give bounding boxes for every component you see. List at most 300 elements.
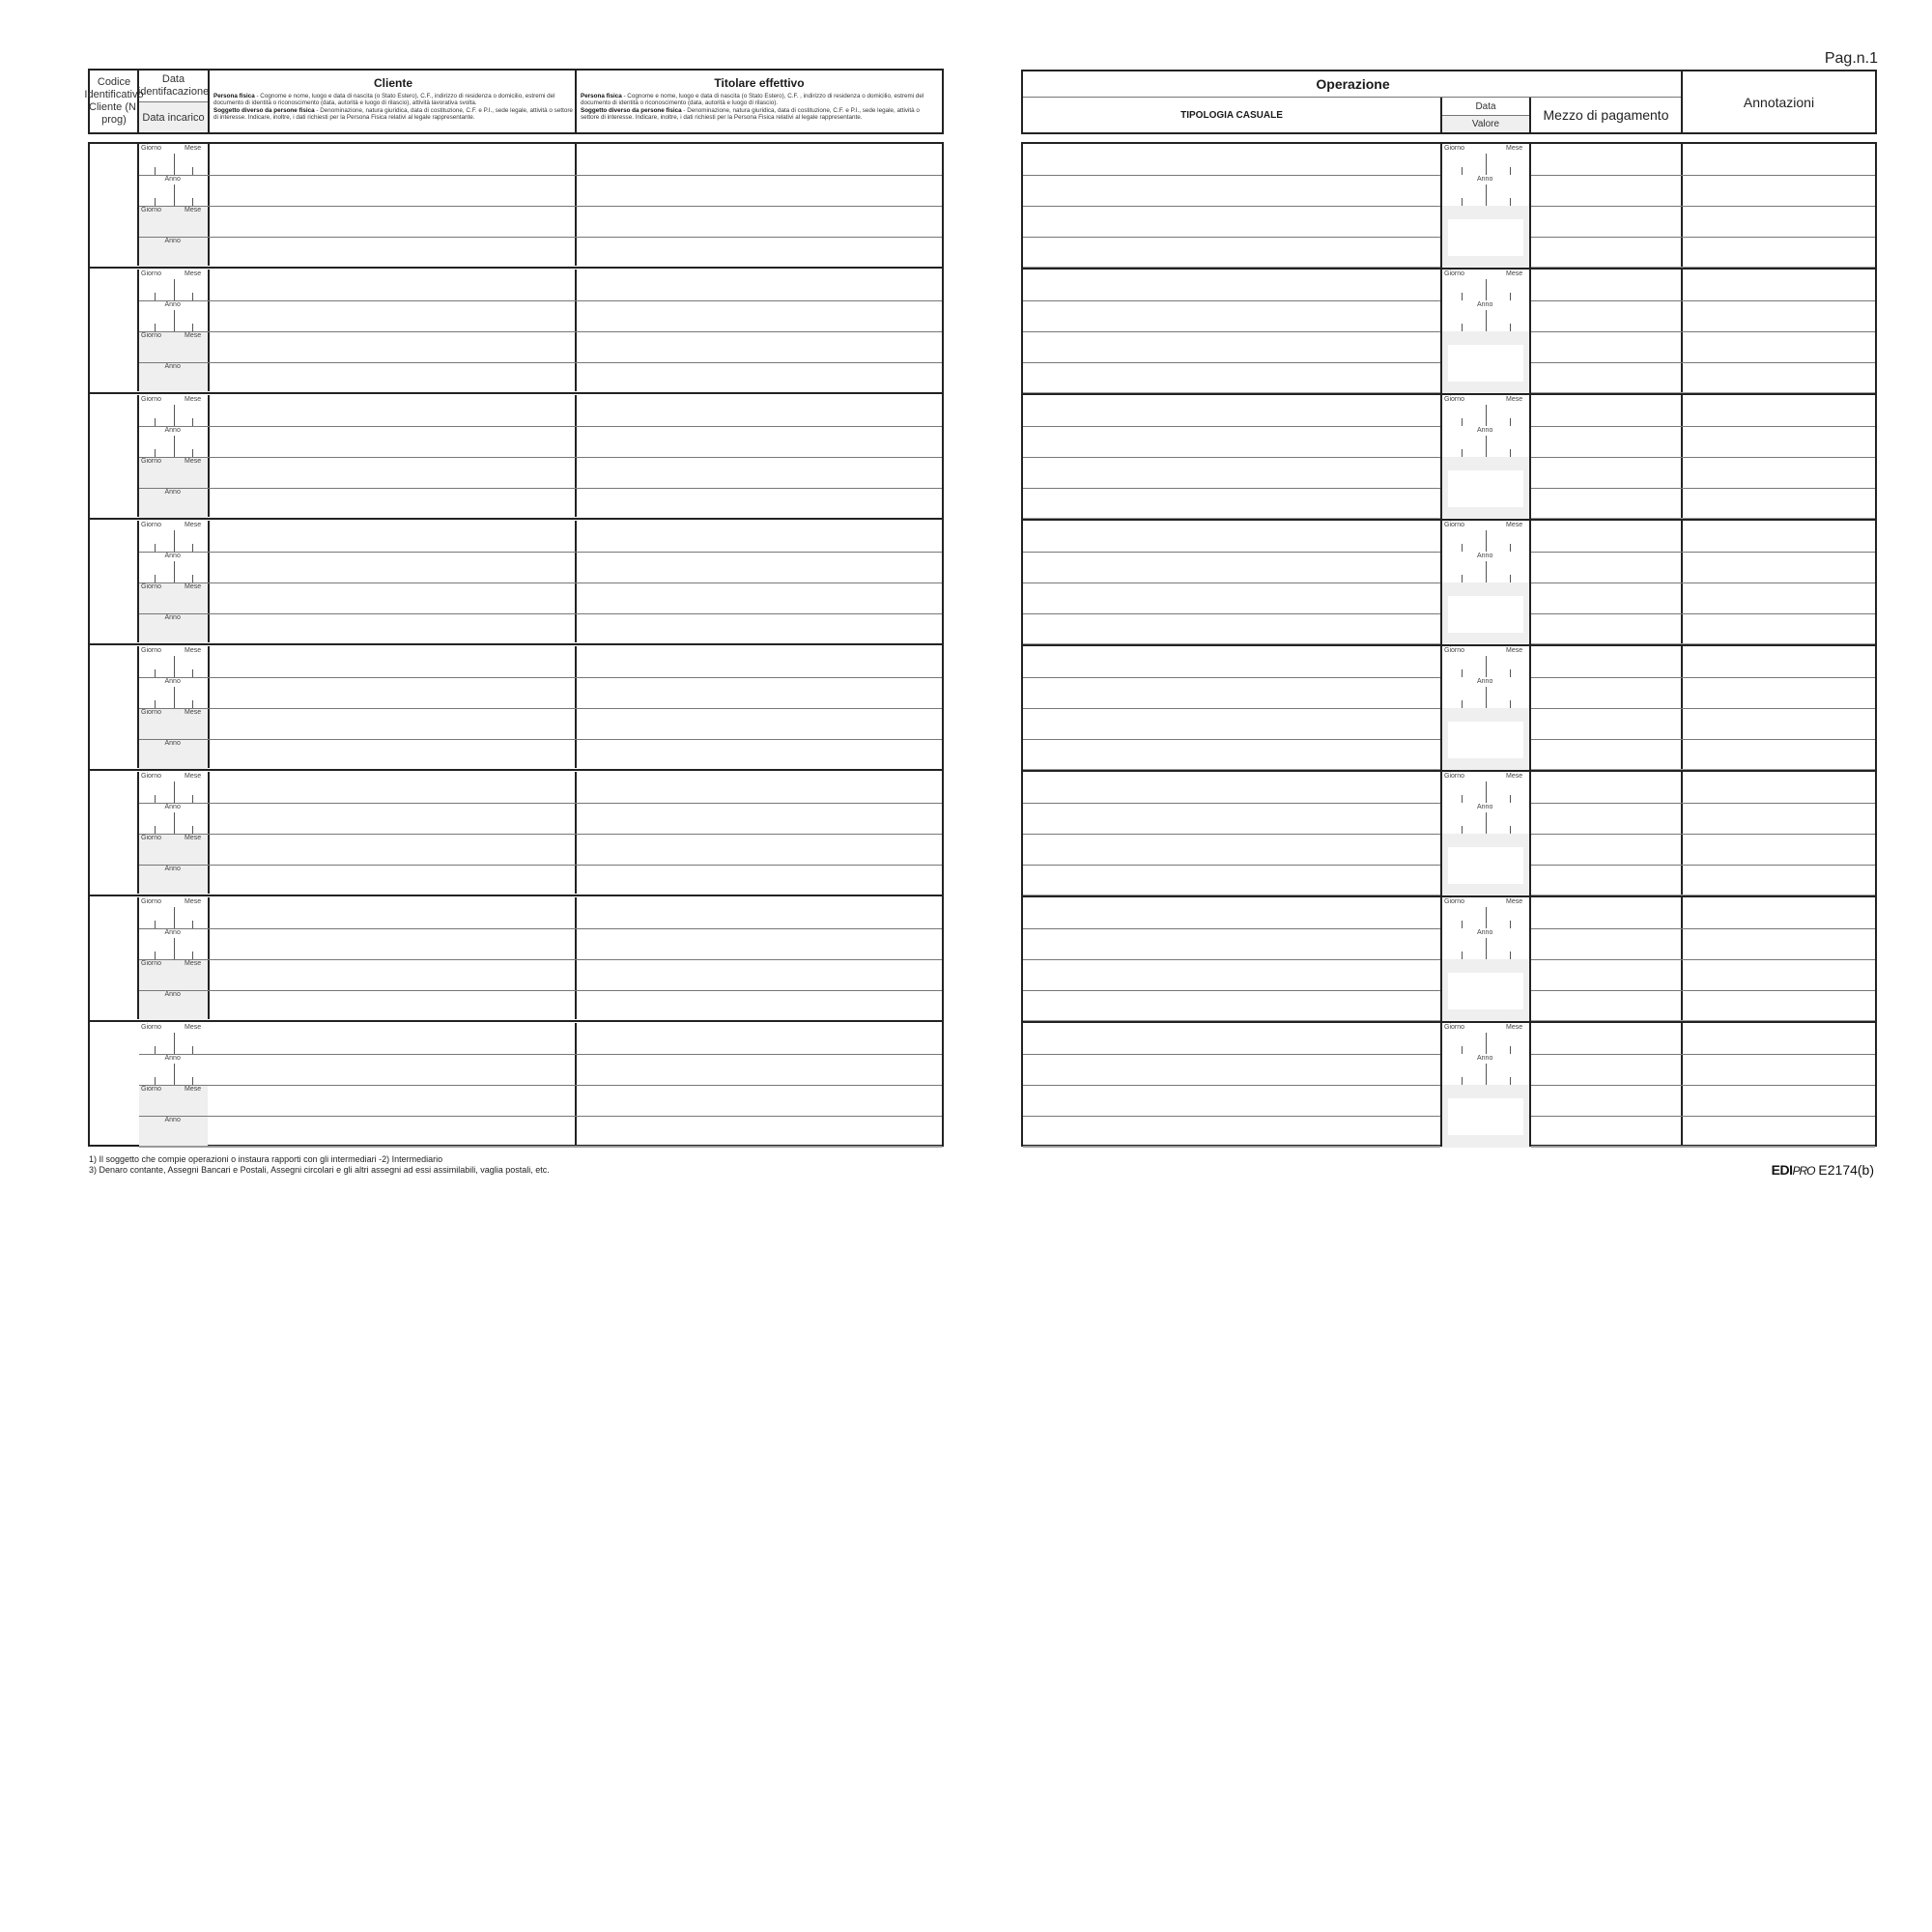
right-date-tick-left	[1462, 418, 1463, 426]
left-date-tick-center-2	[174, 938, 175, 959]
left-date-label-giorno: Giorno	[141, 270, 162, 277]
left-date-label-anno-2: Anno	[164, 238, 181, 244]
left-date-tick-right	[192, 921, 193, 928]
tipologia-field-line[interactable]	[1023, 583, 1438, 612]
mezzo-pagamento-field-line[interactable]	[1531, 866, 1679, 895]
left-date-tick-center-2	[174, 687, 175, 708]
left-date-tick-center	[174, 154, 175, 175]
codice-cliente-field[interactable]	[90, 144, 137, 266]
tipologia-field-line[interactable]	[1023, 647, 1438, 676]
right-date-tick-center-2	[1486, 436, 1487, 457]
right-date-tick-right	[1510, 921, 1511, 928]
tipologia-field-line[interactable]	[1023, 363, 1438, 392]
header-tipologia-casuale: TIPOLOGIA CASUALE	[1180, 109, 1283, 121]
left-date-tick-right	[192, 293, 193, 300]
mezzo-pagamento-field-line[interactable]	[1531, 1055, 1679, 1084]
tipologia-field-line[interactable]	[1023, 553, 1438, 582]
tipologia-field-line[interactable]	[1023, 866, 1438, 895]
right-date-valore-box	[1448, 345, 1523, 382]
right-date-tick-left	[1462, 167, 1463, 175]
right-record	[1023, 1023, 1875, 1149]
annotazioni-field-line[interactable]	[1683, 270, 1875, 299]
titolare-field-line[interactable]	[577, 866, 940, 895]
cliente-field-line[interactable]	[210, 1086, 573, 1115]
left-date-label-giorno-2: Giorno	[141, 709, 162, 716]
right-date-label-giorno: Giorno	[1444, 898, 1465, 905]
annotazioni-field-line[interactable]	[1683, 458, 1875, 487]
tipologia-field-line[interactable]	[1023, 332, 1438, 361]
tipologia-field-line[interactable]	[1023, 1024, 1438, 1053]
right-date-label-mese: Mese	[1506, 647, 1523, 654]
right-date-label-mese: Mese	[1506, 522, 1523, 528]
cliente-persona-fisica-label: Persona fisica	[213, 93, 255, 99]
annotazioni-field-line[interactable]	[1683, 363, 1875, 392]
mezzo-pagamento-field-line[interactable]	[1531, 301, 1679, 330]
tipologia-field-line[interactable]	[1023, 678, 1438, 707]
cliente-field-line[interactable]	[210, 678, 573, 707]
page-number: Pag.n.1	[1824, 50, 1878, 67]
codice-cliente-field[interactable]	[90, 646, 137, 768]
codice-cliente-field[interactable]	[90, 395, 137, 517]
right-date-tick-right-2	[1510, 324, 1511, 331]
header-annotazioni: Annotazioni	[1743, 94, 1815, 110]
right-date-label-mese: Mese	[1506, 898, 1523, 905]
left-date-tick-center	[174, 907, 175, 928]
cliente-field-line[interactable]	[210, 458, 573, 487]
tipologia-field-line[interactable]	[1023, 427, 1438, 456]
right-date-tick-right-2	[1510, 449, 1511, 457]
cliente-field-line[interactable]	[210, 1117, 573, 1146]
record-separator	[90, 895, 942, 896]
mezzo-pagamento-field-line[interactable]	[1531, 489, 1679, 518]
annotazioni-field-line[interactable]	[1683, 740, 1875, 769]
right-date-tick-left	[1462, 795, 1463, 803]
right-date-valore-box	[1448, 470, 1523, 507]
cliente-field-line[interactable]	[210, 176, 573, 205]
tipologia-field-line[interactable]	[1023, 804, 1438, 833]
titolare-field-line[interactable]	[577, 709, 940, 738]
left-date-tick-left-2	[155, 1077, 156, 1085]
titolare-field-line[interactable]	[577, 489, 940, 518]
annotazioni-field-line[interactable]	[1683, 804, 1875, 833]
tipologia-field-line[interactable]	[1023, 773, 1438, 802]
left-date-label-giorno-2: Giorno	[141, 207, 162, 213]
left-date-tick-right-2	[192, 449, 193, 457]
titolare-soggetto-label: Soggetto diverso da persone fisica	[581, 106, 682, 114]
tipologia-field-line[interactable]	[1023, 740, 1438, 769]
tipologia-field-line[interactable]	[1023, 929, 1438, 958]
right-record	[1023, 897, 1875, 1023]
annotazioni-field-line[interactable]	[1683, 898, 1875, 927]
left-date-label-anno: Anno	[164, 1055, 181, 1062]
tipologia-field-line[interactable]	[1023, 301, 1438, 330]
titolare-field-line[interactable]	[577, 332, 940, 361]
titolare-field-line[interactable]	[577, 991, 940, 1020]
annotazioni-field-line[interactable]	[1683, 522, 1875, 551]
cliente-field-line[interactable]	[210, 804, 573, 833]
annotazioni-field-line[interactable]	[1683, 709, 1875, 738]
cliente-field-line[interactable]	[210, 898, 573, 927]
left-date-tick-right-2	[192, 700, 193, 708]
titolare-field-line[interactable]	[577, 458, 940, 487]
cliente-field-line[interactable]	[210, 270, 573, 299]
tipologia-field-line[interactable]	[1023, 207, 1438, 236]
left-record	[90, 521, 942, 646]
titolare-field-line[interactable]	[577, 1024, 940, 1053]
left-record	[90, 897, 942, 1023]
left-date-label-mese: Mese	[185, 522, 202, 528]
left-date-tick-center-2	[174, 561, 175, 582]
left-date-tick-center	[174, 781, 175, 803]
cliente-soggetto-label: Soggetto diverso da persone fisica	[213, 106, 315, 114]
left-date-tick-right	[192, 1046, 193, 1054]
right-date-tick-left-2	[1462, 575, 1463, 582]
right-table-header	[1021, 70, 1877, 134]
tipologia-field-line[interactable]	[1023, 991, 1438, 1020]
annotazioni-field-line[interactable]	[1683, 301, 1875, 330]
cliente-field-line[interactable]	[210, 301, 573, 330]
mezzo-pagamento-field-line[interactable]	[1531, 553, 1679, 582]
right-record	[1023, 646, 1875, 772]
cliente-field-line[interactable]	[210, 991, 573, 1020]
titolare-field-line[interactable]	[577, 835, 940, 864]
cliente-field-line[interactable]	[210, 238, 573, 267]
codice-cliente-field[interactable]	[90, 270, 137, 391]
right-date-tick-center-2	[1486, 812, 1487, 834]
right-date-tick-left-2	[1462, 826, 1463, 834]
cliente-field-line[interactable]	[210, 553, 573, 582]
mezzo-pagamento-field-line[interactable]	[1531, 647, 1679, 676]
tipologia-field-line[interactable]	[1023, 489, 1438, 518]
mezzo-pagamento-field-line[interactable]	[1531, 1117, 1679, 1146]
left-date-label-anno: Anno	[164, 929, 181, 936]
titolare-field-line[interactable]	[577, 678, 940, 707]
left-date-tick-left	[155, 167, 156, 175]
mezzo-pagamento-field-line[interactable]	[1531, 835, 1679, 864]
titolare-field-line[interactable]	[577, 363, 940, 392]
cliente-field-line[interactable]	[210, 647, 573, 676]
left-date-tick-center	[174, 1033, 175, 1054]
right-date-valore-box	[1448, 596, 1523, 633]
tipologia-field-line[interactable]	[1023, 238, 1438, 267]
codice-cliente-field[interactable]	[90, 897, 137, 1019]
titolare-field-line[interactable]	[577, 614, 940, 643]
annotazioni-field-line[interactable]	[1683, 238, 1875, 267]
right-date-tick-center	[1486, 781, 1487, 803]
mezzo-pagamento-field-line[interactable]	[1531, 270, 1679, 299]
cliente-field-line[interactable]	[210, 1055, 573, 1084]
cliente-field-line[interactable]	[210, 709, 573, 738]
left-date-label-mese-2: Mese	[185, 583, 202, 590]
mezzo-pagamento-field-line[interactable]	[1531, 1024, 1679, 1053]
left-date-label-giorno: Giorno	[141, 773, 162, 780]
header-titolare-effettivo	[577, 76, 942, 122]
tipologia-field-line[interactable]	[1023, 614, 1438, 643]
right-date-tick-right	[1510, 418, 1511, 426]
row-line	[1531, 1146, 1875, 1148]
right-record	[1023, 270, 1875, 395]
tipologia-field-line[interactable]	[1023, 960, 1438, 989]
left-date-label-anno-2: Anno	[164, 866, 181, 872]
mezzo-pagamento-field-line[interactable]	[1531, 1086, 1679, 1115]
right-record	[1023, 395, 1875, 521]
tipologia-field-line[interactable]	[1023, 1086, 1438, 1115]
titolare-field-line[interactable]	[577, 1117, 940, 1146]
left-date-label-giorno: Giorno	[141, 647, 162, 654]
left-date-label-giorno: Giorno	[141, 1024, 162, 1031]
left-record	[90, 772, 942, 897]
mezzo-pagamento-field-line[interactable]	[1531, 740, 1679, 769]
annotazioni-field-line[interactable]	[1683, 866, 1875, 895]
cliente-field-line[interactable]	[210, 960, 573, 989]
annotazioni-field-line[interactable]	[1683, 678, 1875, 707]
left-record	[90, 395, 942, 521]
right-date-label-anno: Anno	[1477, 678, 1493, 685]
footnote-1: 1) Il soggetto che compie operazioni o instaura rapporti con gli intermediari -2) Intermediario	[89, 1154, 443, 1164]
right-date-tick-left-2	[1462, 198, 1463, 206]
brand-logo-edi: EDI	[1771, 1162, 1793, 1178]
left-record	[90, 270, 942, 395]
mezzo-pagamento-field-line[interactable]	[1531, 960, 1679, 989]
right-date-valore-box	[1448, 219, 1523, 256]
mezzo-pagamento-field-line[interactable]	[1531, 332, 1679, 361]
tipologia-field-line[interactable]	[1023, 458, 1438, 487]
mezzo-pagamento-field-line[interactable]	[1531, 583, 1679, 612]
annotazioni-field-line[interactable]	[1683, 1117, 1875, 1146]
right-date-label-anno: Anno	[1477, 176, 1493, 183]
left-date-tick-center	[174, 405, 175, 426]
annotazioni-field-line[interactable]	[1683, 960, 1875, 989]
left-date-tick-left	[155, 293, 156, 300]
annotazioni-field-line[interactable]	[1683, 396, 1875, 425]
left-date-tick-right	[192, 669, 193, 677]
left-date-tick-center	[174, 530, 175, 552]
left-date-tick-left-2	[155, 952, 156, 959]
tipologia-field-line[interactable]	[1023, 709, 1438, 738]
left-date-label-giorno-2: Giorno	[141, 960, 162, 967]
titolare-field-line[interactable]	[577, 553, 940, 582]
titolare-field-line[interactable]	[577, 301, 940, 330]
mezzo-pagamento-field-line[interactable]	[1531, 991, 1679, 1020]
right-date-label-mese: Mese	[1506, 145, 1523, 152]
tipologia-field-line[interactable]	[1023, 1117, 1438, 1146]
left-date-tick-left-2	[155, 324, 156, 331]
titolare-field-line[interactable]	[577, 427, 940, 456]
mezzo-pagamento-field-line[interactable]	[1531, 522, 1679, 551]
left-record	[90, 646, 942, 772]
mezzo-pagamento-field-line[interactable]	[1531, 207, 1679, 236]
titolare-field-line[interactable]	[577, 898, 940, 927]
cliente-field-line[interactable]	[210, 396, 573, 425]
right-date-label-giorno: Giorno	[1444, 145, 1465, 152]
codice-cliente-field[interactable]	[90, 772, 137, 894]
cliente-field-line[interactable]	[210, 427, 573, 456]
titolare-field-line[interactable]	[577, 238, 940, 267]
titolare-field-line[interactable]	[577, 176, 940, 205]
titolare-field-line[interactable]	[577, 522, 940, 551]
right-date-label-giorno: Giorno	[1444, 396, 1465, 403]
right-record	[1023, 144, 1875, 270]
annotazioni-field-line[interactable]	[1683, 835, 1875, 864]
row-line	[139, 1146, 942, 1148]
mezzo-pagamento-field-line[interactable]	[1531, 427, 1679, 456]
left-date-tick-left	[155, 795, 156, 803]
annotazioni-field-line[interactable]	[1683, 929, 1875, 958]
right-date-label-anno: Anno	[1477, 427, 1493, 434]
titolare-field-line[interactable]	[577, 145, 940, 174]
titolare-field-line[interactable]	[577, 270, 940, 299]
cliente-field-line[interactable]	[210, 363, 573, 392]
tipologia-field-line[interactable]	[1023, 898, 1438, 927]
left-date-label-anno: Anno	[164, 553, 181, 559]
right-date-tick-center-2	[1486, 310, 1487, 331]
left-date-label-anno-2: Anno	[164, 740, 181, 747]
record-separator	[90, 392, 942, 394]
right-date-label-anno: Anno	[1477, 1055, 1493, 1062]
titolare-field-line[interactable]	[577, 773, 940, 802]
titolare-field-line[interactable]	[577, 740, 940, 769]
titolare-field-line[interactable]	[577, 583, 940, 612]
titolare-field-line[interactable]	[577, 396, 940, 425]
mezzo-pagamento-field-line[interactable]	[1531, 176, 1679, 205]
brand-logo-pro: PRO	[1792, 1164, 1815, 1178]
right-date-label-mese: Mese	[1506, 773, 1523, 780]
tipologia-field-line[interactable]	[1023, 145, 1438, 174]
right-date-tick-left-2	[1462, 1077, 1463, 1085]
mezzo-pagamento-field-line[interactable]	[1531, 458, 1679, 487]
tipologia-field-line[interactable]	[1023, 835, 1438, 864]
titolare-soggetto-text: - Denominazione, natura giuridica, data di costituzione, C.F. e P.I., sede legale, attività o settore di interesse. Indicare, inoltre, i dati richiesti per la Persona Fisica relativi al legale rappresentante.	[581, 106, 920, 122]
tipologia-field-line[interactable]	[1023, 270, 1438, 299]
annotazioni-field-line[interactable]	[1683, 647, 1875, 676]
left-date-tick-center-2	[174, 812, 175, 834]
tipologia-field-line[interactable]	[1023, 176, 1438, 205]
right-date-tick-left-2	[1462, 952, 1463, 959]
titolare-field-line[interactable]	[577, 1086, 940, 1115]
titolare-field-line[interactable]	[577, 207, 940, 236]
left-date-label-anno: Anno	[164, 176, 181, 183]
annotazioni-field-line[interactable]	[1683, 145, 1875, 174]
right-date-label-anno: Anno	[1477, 804, 1493, 810]
right-date-tick-center-2	[1486, 561, 1487, 582]
cliente-field-line[interactable]	[210, 929, 573, 958]
annotazioni-field-line[interactable]	[1683, 207, 1875, 236]
left-date-label-mese: Mese	[185, 396, 202, 403]
mezzo-pagamento-field-line[interactable]	[1531, 396, 1679, 425]
cliente-field-line[interactable]	[210, 740, 573, 769]
right-date-tick-left	[1462, 1046, 1463, 1054]
annotazioni-field-line[interactable]	[1683, 1055, 1875, 1084]
mezzo-pagamento-field-line[interactable]	[1531, 614, 1679, 643]
cliente-field-line[interactable]	[210, 332, 573, 361]
codice-cliente-field[interactable]	[90, 1023, 137, 1145]
cliente-field-line[interactable]	[210, 835, 573, 864]
left-date-label-mese-2: Mese	[185, 709, 202, 716]
titolare-field-line[interactable]	[577, 929, 940, 958]
annotazioni-field-line[interactable]	[1683, 773, 1875, 802]
left-date-tick-right	[192, 418, 193, 426]
left-date-label-giorno-2: Giorno	[141, 1086, 162, 1093]
annotazioni-field-line[interactable]	[1683, 427, 1875, 456]
header-valore: Valore	[1442, 116, 1529, 132]
tipologia-field-line[interactable]	[1023, 396, 1438, 425]
tipologia-field-line[interactable]	[1023, 522, 1438, 551]
cliente-field-line[interactable]	[210, 207, 573, 236]
mezzo-pagamento-field-line[interactable]	[1531, 773, 1679, 802]
cliente-field-line[interactable]	[210, 583, 573, 612]
titolare-field-line[interactable]	[577, 1055, 940, 1084]
codice-cliente-field[interactable]	[90, 521, 137, 642]
left-date-label-anno-2: Anno	[164, 363, 181, 370]
annotazioni-field-line[interactable]	[1683, 614, 1875, 643]
mezzo-pagamento-field-line[interactable]	[1531, 709, 1679, 738]
left-record	[90, 1023, 942, 1149]
right-date-tick-right	[1510, 669, 1511, 677]
right-date-tick-center	[1486, 907, 1487, 928]
left-date-label-anno: Anno	[164, 804, 181, 810]
annotazioni-field-line[interactable]	[1683, 489, 1875, 518]
left-date-tick-left-2	[155, 575, 156, 582]
titolare-field-line[interactable]	[577, 960, 940, 989]
left-date-label-giorno: Giorno	[141, 396, 162, 403]
cliente-field-line[interactable]	[210, 1024, 573, 1053]
right-date-tick-right	[1510, 544, 1511, 552]
annotazioni-field-line[interactable]	[1683, 176, 1875, 205]
tipologia-field-line[interactable]	[1023, 1055, 1438, 1084]
left-date-label-giorno-2: Giorno	[141, 835, 162, 841]
mezzo-pagamento-field-line[interactable]	[1531, 804, 1679, 833]
form-code-label: E2174(b)	[1814, 1162, 1874, 1178]
titolare-description	[577, 93, 942, 122]
annotazioni-field-line[interactable]	[1683, 1024, 1875, 1053]
titolare-field-line[interactable]	[577, 804, 940, 833]
left-date-label-giorno-2: Giorno	[141, 583, 162, 590]
cliente-field-line[interactable]	[210, 866, 573, 895]
mezzo-pagamento-field-line[interactable]	[1531, 929, 1679, 958]
record-separator	[90, 267, 942, 269]
mezzo-pagamento-field-line[interactable]	[1531, 238, 1679, 267]
cliente-field-line[interactable]	[210, 522, 573, 551]
cliente-field-line[interactable]	[210, 614, 573, 643]
annotazioni-field-line[interactable]	[1683, 1086, 1875, 1115]
left-date-label-mese-2: Mese	[185, 207, 202, 213]
left-date-label-anno-2: Anno	[164, 991, 181, 998]
titolare-field-line[interactable]	[577, 647, 940, 676]
mezzo-pagamento-field-line[interactable]	[1531, 145, 1679, 174]
left-date-tick-left	[155, 921, 156, 928]
cliente-field-line[interactable]	[210, 773, 573, 802]
mezzo-pagamento-field-line[interactable]	[1531, 363, 1679, 392]
header-data: Data	[1475, 100, 1496, 112]
cliente-persona-fisica-text: - Cognome e nome, luogo e data di nascita (o Stato Estero), C.F., indirizzo di residenza o domicilio, estremi del documento di identità o riconoscimento (data, autorità e luogo di rilascio), attività lavorativa svolta.	[213, 93, 555, 107]
annotazioni-field-line[interactable]	[1683, 553, 1875, 582]
right-date-tick-center-2	[1486, 687, 1487, 708]
right-table-body	[1021, 142, 1877, 1147]
cliente-field-line[interactable]	[210, 489, 573, 518]
cliente-field-line[interactable]	[210, 145, 573, 174]
annotazioni-field-line[interactable]	[1683, 991, 1875, 1020]
annotazioni-field-line[interactable]	[1683, 583, 1875, 612]
right-date-tick-left	[1462, 293, 1463, 300]
header-cliente	[210, 76, 577, 122]
left-date-tick-left	[155, 544, 156, 552]
left-date-tick-center-2	[174, 436, 175, 457]
mezzo-pagamento-field-line[interactable]	[1531, 898, 1679, 927]
right-date-valore-box	[1448, 973, 1523, 1009]
mezzo-pagamento-field-line[interactable]	[1531, 678, 1679, 707]
record-separator	[90, 1020, 942, 1022]
annotazioni-field-line[interactable]	[1683, 332, 1875, 361]
